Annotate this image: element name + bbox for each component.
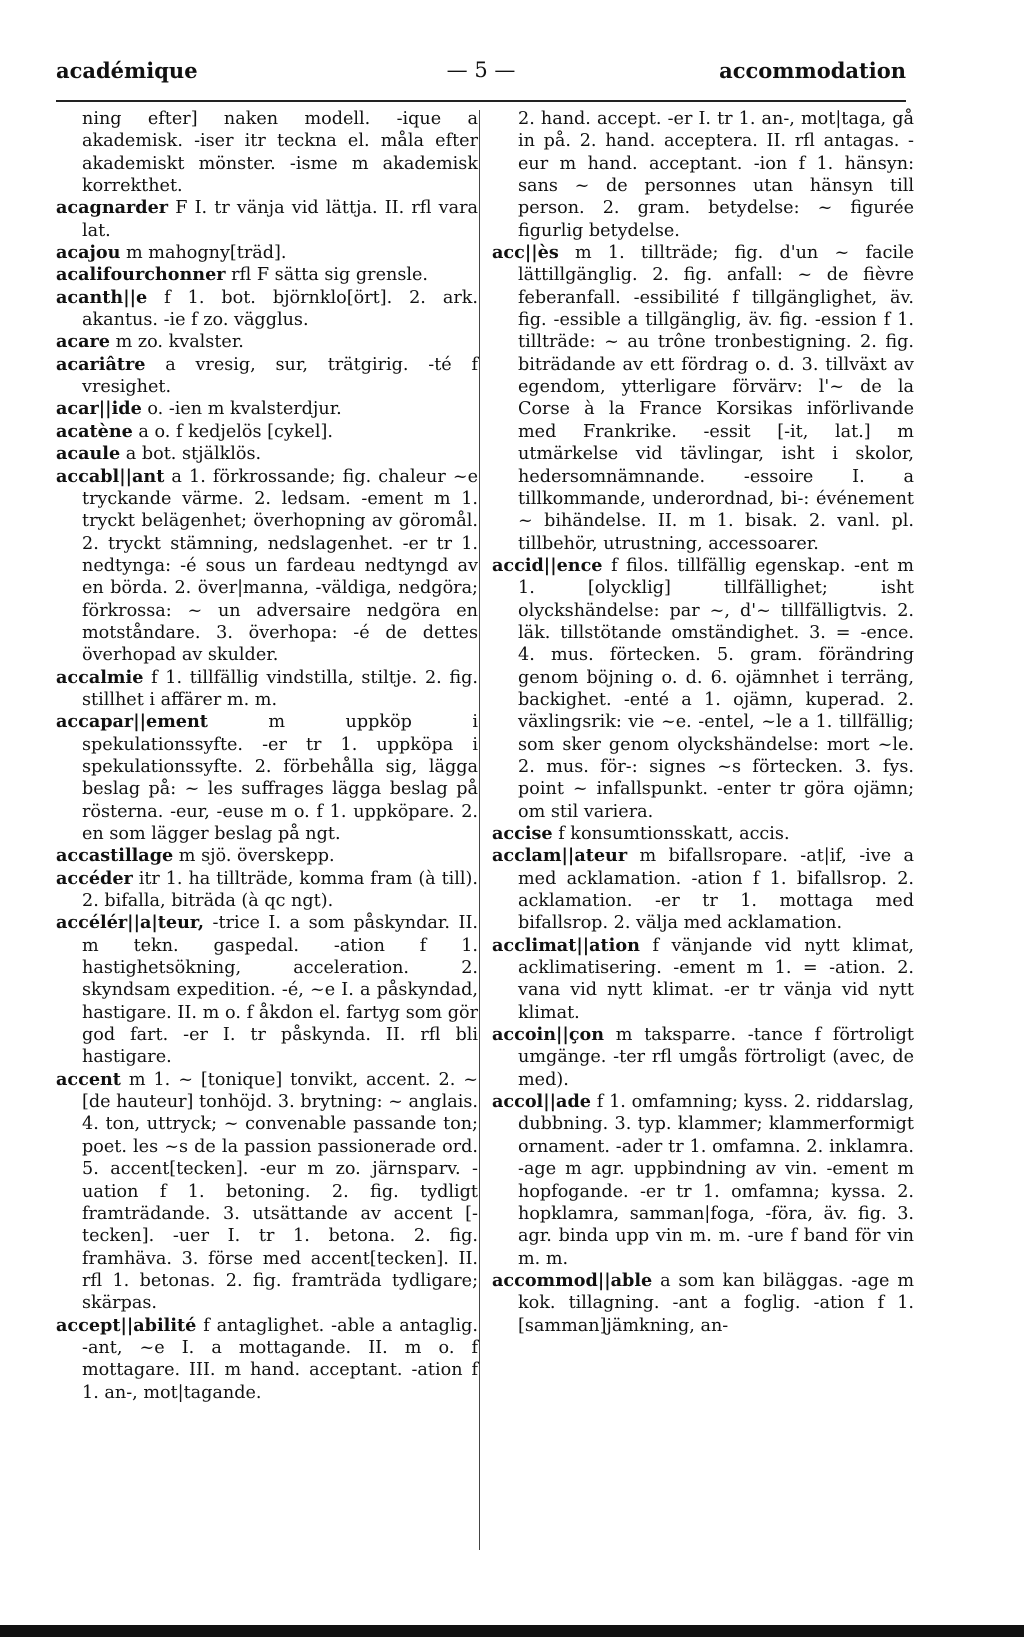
- headword: acagnarder: [56, 197, 169, 219]
- headword: accept||abilité: [56, 1314, 197, 1336]
- dictionary-entry: acalifourchonner rfl F sätta sig grensle.: [56, 264, 428, 286]
- page-header: [56, 52, 906, 92]
- dictionary-entry: acaule a bot. stjälklös.: [56, 443, 262, 465]
- right-column: [492, 108, 914, 1337]
- dictionary-entry: accol||ade f 1. omfamning; kyss. 2. riddarslag, dubbning. 3. typ. klammer; klammerformigt ornament. -ader tr 1. omfamna. 2. inklamra. -age m agr. uppbindning av vin. -ement m hopfogande. -er tr 1. omfamna; kyssa. 2. hopklamra, samman|foga, -föra, äv. fig. 3. agr. binda upp vin m. m. -ure f band för vin m. m.: [492, 1091, 914, 1269]
- headword: accastillage: [56, 845, 174, 867]
- dictionary-entry: accélér||a|teur, -trice I. a som påskyndar. II. m tekn. gaspedal. -ation f 1. hastighetsökning, acceleration. 2. skyndsam expedition. -é, ~e I. a påskyndad, hastigare. II. m o. f åkdon el. fartyg som gör god fart. -er I. tr påskynda. II. rfl bli hastigare.: [56, 912, 478, 1068]
- headword: accapar||ement: [56, 711, 208, 733]
- dictionary-entry: acajou m mahogny[träd].: [56, 242, 287, 264]
- header-last-word: accommodation: [719, 58, 906, 83]
- dictionary-entry: acc||ès m 1. tillträde; fig. d'un ~ facile lättillgänglig. 2. fig. anfall: ~ de fièvre feberanfall. -essibilité f tillgänglighet, äv. fig. -essible a tillgänglig, äv. fig. -ession f 1. tillträde: ~ au trône tronbestigning. 2. fig. biträdande av ett fördrag o. d. 3. tillväxt av egendom, ytterligare förvärv: l'~ de la Corse à la France Korsikas införlivande med Frankrike. -essit [-it, lat.] m utmärkelse vid tävlingar, isht i skolor, hedersomnämnande. -essoire I. a tillkommande, underordnad, bi-: événement ~ bihändelse. II. m 1. bisak. 2. vanl. pl. tillbehör, utrustning, accessoarer.: [492, 242, 914, 554]
- headword: accalmie: [56, 666, 144, 688]
- headword: acatène: [56, 420, 133, 442]
- dictionary-entry: acanth||e f 1. bot. björnklo[ört]. 2. ark. akantus. -ie f zo. vägglus.: [56, 286, 478, 331]
- dictionary-entry: accalmie f 1. tillfällig vindstilla, stiltje. 2. fig. stillhet i affärer m. m.: [56, 666, 478, 710]
- headword: accommod||able: [492, 1269, 653, 1291]
- headword: acalifourchonner: [56, 264, 226, 286]
- dictionary-entry: accoin||çon m taksparre. -tance f förtroligt umgänge. -ter rfl umgås förtroligt (avec, de med).: [492, 1024, 914, 1090]
- dictionary-entry: accid||ence f filos. tillfällig egenskap. -ent m 1. [olycklig] tillfällighet; isht olyckshändelse: par ~, d'~ tillfälligtvis. 2. läk. tillstötande omständighet. 3. = -ence. 4. mus. förtecken. 5. gram. förändring genom böjning o. d. 6. ojämnhet i terräng, backighet. -enté a 1. ojämn, kuperad. 2. växlingsrik: vie ~e. -entel, ~le a 1. tillfällig; som sker genom olyckshändelse: mort ~le. 2. mus. för-: signes ~s förtecken. 3. fys. point ~ infallspunkt. -enter tr göra ojämn; om stil variera.: [492, 554, 914, 822]
- header-rule: [56, 100, 906, 102]
- left-column: [56, 108, 478, 1404]
- dictionary-entry: accéder itr 1. ha tillträde, komma fram (à till). 2. bifalla, biträda (à qc ngt).: [56, 867, 478, 912]
- headword: accol||ade: [492, 1091, 591, 1113]
- headword: accise: [492, 823, 553, 844]
- page-number: — 5 —: [446, 58, 516, 82]
- dictionary-entry: accapar||ement m uppköp i spekulationssyfte. -er tr 1. uppköpa i spekulationssyfte. 2. förbehålla sig, lägga beslag på: ~ les suffrages lägga beslag på rösterna. -eur, -euse m o. f 1. uppköpare. 2. en som lägger beslag på ngt.: [56, 711, 478, 844]
- headword: acajou: [56, 242, 121, 264]
- dictionary-entry: acagnarder F I. tr vänja vid lättja. II. rfl vara lat.: [56, 197, 478, 241]
- headword: acar||ide: [56, 398, 142, 420]
- headword: acare: [56, 331, 110, 353]
- dictionary-entry: acclimat||ation f vänjande vid nytt klimat, acklimatisering. -ement m 1. = -ation. 2. vana vid nytt klimat. -er tr vänja vid nytt klimat.: [492, 934, 914, 1023]
- scan-edge-bar: [0, 1625, 1024, 1637]
- headword: acaule: [56, 443, 121, 465]
- headword: accent: [56, 1068, 121, 1090]
- dictionary-entry: 2. hand. accept. -er I. tr 1. an-, mot|taga, gå in på. 2. hand. acceptera. II. rfl antagas. -eur m hand. acceptant. -ion f 1. hänsyn: sans ~ de personnes utan hänsyn till person. 2. gram. betydelse: ~ figurée figurlig betydelse.: [518, 109, 914, 241]
- dictionary-entry: accept||abilité f antaglighet. -able a antaglig. -ant, ~e I. a mottagande. II. m o. f mottagare. III. m hand. acceptant. -ation f 1. an-, mot|tagande.: [56, 1314, 478, 1403]
- headword: acanth||e: [56, 286, 148, 308]
- dictionary-entry: acatène a o. f kedjelös [cykel].: [56, 420, 333, 442]
- headword: acclimat||ation: [492, 934, 640, 956]
- dictionary-entry: acariâtre a vresig, sur, trätgirig. -té f vresighet.: [56, 353, 478, 398]
- header-first-word: académique: [56, 58, 198, 83]
- headword: accéder: [56, 867, 133, 889]
- dictionary-entry: accabl||ant a 1. förkrossande; fig. chaleur ~e tryckande värme. 2. ledsam. -ement m 1. tryckt belägenhet; överhopning av göromål. 2. tryckt stämning, nedslagenhet. -er tr 1. nedtynga: -é sous un fardeau nedtyngd av en börda. 2. över|manna, -väldiga, nedgöra; förkrossa: ~ un adversaire nedgöra en motståndare. 3. överhopa: -é de dettes överhopad av skulder.: [56, 465, 478, 666]
- dictionary-entry: accent m 1. ~ [tonique] tonvikt, accent. 2. ~ [de hauteur] tonhöjd. 3. brytning: ~ anglais. 4. ton, uttryck; ~ convenable passande ton; poet. les ~s de la passion passionerade ord. 5. accent[tecken]. -eur m zo. järnsparv. -uation f 1. betoning. 2. fig. tydligt framträdande. 3. utsättande av accent [-tecken]. -uer I. tr 1. betona. 2. fig. framhäva. 3. förse med accent[tecken]. II. rfl 1. betonas. 2. fig. framträda tydligare; skärpas.: [56, 1068, 478, 1314]
- dictionary-entry: ning efter] naken modell. -ique a akademisk. -iser itr teckna el. måla efter akademiskt mönster. -isme m akademisk korrekthet.: [82, 109, 478, 197]
- dictionary-entry: acar||ide o. -ien m kvalsterdjur.: [56, 398, 342, 420]
- headword: accabl||ant: [56, 465, 165, 487]
- dictionary-entry: accise f konsumtionsskatt, accis.: [492, 823, 790, 844]
- dictionary-entry: accastillage m sjö. överskepp.: [56, 845, 335, 867]
- column-divider: [479, 110, 480, 1550]
- headword: acc||ès: [492, 242, 559, 264]
- dictionary-entry: acare m zo. kvalster.: [56, 331, 244, 353]
- headword: acclam||ateur: [492, 845, 628, 867]
- dictionary-entry: acclam||ateur m bifallsropare. -at|if, -ive a med acklamation. -ation f 1. bifallsrop. 2. acklamation. -er tr 1. mottaga med bifallsrop. 2. välja med acklamation.: [492, 845, 914, 934]
- headword: acariâtre: [56, 353, 146, 375]
- headword: accoin||çon: [492, 1024, 605, 1046]
- dictionary-entry: accommod||able a som kan biläggas. -age m kok. tillagning. -ant a foglig. -ation f 1. [samman]jämkning, an-: [492, 1269, 914, 1336]
- headword: accélér||a|teur,: [56, 912, 204, 934]
- headword: accid||ence: [492, 554, 603, 576]
